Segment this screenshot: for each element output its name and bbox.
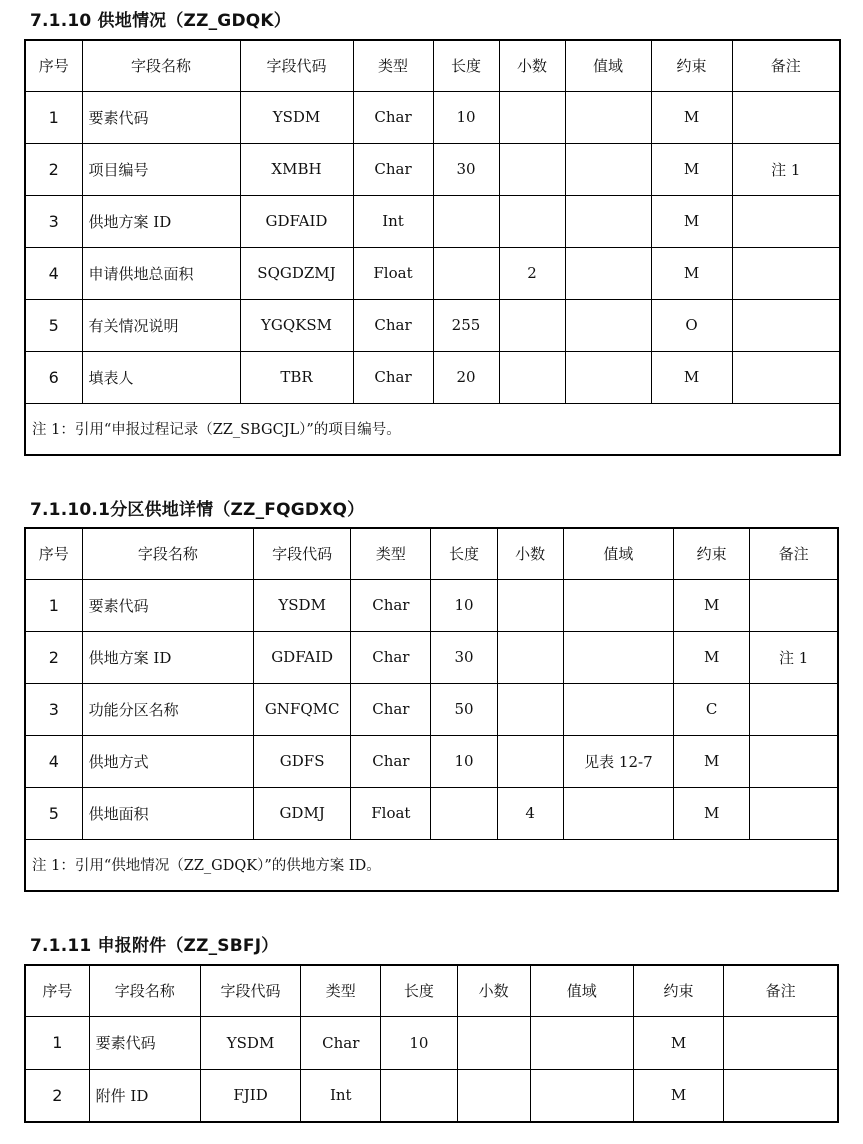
table-cell: M (651, 143, 732, 195)
table-cell (732, 195, 840, 247)
column-header: 约束 (651, 40, 732, 91)
table-cell: M (674, 787, 750, 839)
table-cell (732, 247, 840, 299)
table-cell (499, 91, 565, 143)
section-heading: 7.1.10.1分区供地详情（ZZ_FQGDXQ） (30, 500, 365, 520)
section-heading: 7.1.11 申报附件（ZZ_SBFJ） (30, 936, 279, 956)
table-cell: Char (353, 143, 433, 195)
table-row (25, 247, 840, 299)
field-table (24, 964, 839, 1123)
table-cell: 1 (25, 1016, 89, 1069)
table-cell: M (633, 1069, 723, 1122)
field-table (24, 39, 841, 456)
table-row (25, 1069, 838, 1122)
column-header: 值域 (565, 40, 651, 91)
column-header: 值域 (563, 528, 673, 579)
table-cell: 3 (25, 195, 82, 247)
table-cell (565, 299, 651, 351)
table-cell (732, 351, 840, 403)
table-cell (499, 143, 565, 195)
table-note-row (25, 839, 838, 891)
table-cell: 2 (25, 631, 82, 683)
table-cell: 50 (431, 683, 497, 735)
table-cell: Char (353, 91, 433, 143)
table-cell (530, 1016, 633, 1069)
table-cell: M (674, 579, 750, 631)
table-cell: GDFAID (254, 631, 351, 683)
table-cell: M (674, 735, 750, 787)
table-cell: GDFS (254, 735, 351, 787)
table-cell: 4 (25, 247, 82, 299)
column-header: 约束 (674, 528, 750, 579)
table-cell (565, 91, 651, 143)
table-cell (724, 1069, 838, 1122)
table-row (25, 735, 838, 787)
table-cell: M (674, 631, 750, 683)
table-cell: 注 1 (732, 143, 840, 195)
table-cell: 申请供地总面积 (82, 247, 240, 299)
table-cell: YGQKSM (240, 299, 353, 351)
table-cell: Char (351, 683, 431, 735)
table-cell: Char (351, 735, 431, 787)
table-note: 注 1：引用“供地情况（ZZ_GDQK）”的供地方案 ID。 (25, 839, 838, 891)
table-cell: YSDM (200, 1016, 300, 1069)
table-cell: 要素代码 (82, 91, 240, 143)
column-header: 字段名称 (82, 528, 253, 579)
column-header: 约束 (633, 965, 723, 1016)
table-cell (457, 1016, 530, 1069)
column-header: 值域 (530, 965, 633, 1016)
table-cell: 要素代码 (82, 579, 253, 631)
table-cell: M (651, 195, 732, 247)
table-row (25, 143, 840, 195)
table-row (25, 91, 840, 143)
table-cell: Float (353, 247, 433, 299)
table-cell (497, 579, 563, 631)
table-cell: 20 (433, 351, 499, 403)
table-cell: 255 (433, 299, 499, 351)
table-row (25, 579, 838, 631)
column-header: 长度 (381, 965, 457, 1016)
table-cell: Char (353, 299, 433, 351)
table-cell: M (651, 247, 732, 299)
table-header-row (25, 40, 840, 91)
table-cell (750, 787, 838, 839)
table-cell: GDMJ (254, 787, 351, 839)
table-cell: SQGDZMJ (240, 247, 353, 299)
table-cell (750, 735, 838, 787)
table-cell (750, 579, 838, 631)
column-header: 备注 (724, 965, 838, 1016)
table-cell (565, 247, 651, 299)
field-table (24, 527, 839, 892)
table-cell: GDFAID (240, 195, 353, 247)
table-cell: 2 (25, 143, 82, 195)
column-header: 字段名称 (82, 40, 240, 91)
table-cell: O (651, 299, 732, 351)
column-header: 小数 (499, 40, 565, 91)
table-cell: 1 (25, 91, 82, 143)
column-header: 字段代码 (254, 528, 351, 579)
column-header: 小数 (457, 965, 530, 1016)
table-cell: 2 (499, 247, 565, 299)
table-cell: 4 (497, 787, 563, 839)
table-cell: 5 (25, 299, 82, 351)
table-cell: 供地方案 ID (82, 631, 253, 683)
table-cell (732, 91, 840, 143)
table-cell (565, 351, 651, 403)
table-row (25, 631, 838, 683)
table-cell: M (633, 1016, 723, 1069)
table-cell (431, 787, 497, 839)
table-cell: 10 (431, 735, 497, 787)
table-cell: 见表 12-7 (563, 735, 673, 787)
table-header-row (25, 528, 838, 579)
table-row (25, 683, 838, 735)
table-cell: M (651, 91, 732, 143)
table-cell: 10 (381, 1016, 457, 1069)
table-cell: YSDM (240, 91, 353, 143)
table-cell: 供地方式 (82, 735, 253, 787)
table-cell (732, 299, 840, 351)
table-cell: FJID (200, 1069, 300, 1122)
table-cell (750, 683, 838, 735)
table-cell (565, 195, 651, 247)
table-cell (433, 247, 499, 299)
table-row (25, 195, 840, 247)
table-cell: Char (351, 631, 431, 683)
table-row (25, 299, 840, 351)
table-cell: 10 (433, 91, 499, 143)
table-note: 注 1：引用“申报过程记录（ZZ_SBGCJL）”的项目编号。 (25, 403, 840, 455)
table-cell (497, 683, 563, 735)
table-cell: 有关情况说明 (82, 299, 240, 351)
section-heading: 7.1.10 供地情况（ZZ_GDQK） (30, 11, 291, 31)
column-header: 长度 (431, 528, 497, 579)
column-header: 序号 (25, 528, 82, 579)
table-cell (499, 299, 565, 351)
table-cell: 填表人 (82, 351, 240, 403)
table-cell (565, 143, 651, 195)
table-row (25, 351, 840, 403)
table-cell: Int (353, 195, 433, 247)
table-cell: 供地面积 (82, 787, 253, 839)
column-header: 字段代码 (200, 965, 300, 1016)
table-cell: C (674, 683, 750, 735)
table-cell: 项目编号 (82, 143, 240, 195)
column-header: 备注 (732, 40, 840, 91)
table-note-row (25, 403, 840, 455)
table-header-row (25, 965, 838, 1016)
table-row (25, 1016, 838, 1069)
table-cell: 附件 ID (89, 1069, 200, 1122)
column-header: 类型 (301, 965, 381, 1016)
table-cell: Char (301, 1016, 381, 1069)
table-cell: 功能分区名称 (82, 683, 253, 735)
table-cell: 30 (431, 631, 497, 683)
table-cell: 10 (431, 579, 497, 631)
column-header: 备注 (750, 528, 838, 579)
column-header: 长度 (433, 40, 499, 91)
table-cell (497, 631, 563, 683)
table-cell (457, 1069, 530, 1122)
table-cell (563, 683, 673, 735)
table-cell (497, 735, 563, 787)
table-cell: 3 (25, 683, 82, 735)
table-cell (433, 195, 499, 247)
table-cell (724, 1016, 838, 1069)
column-header: 小数 (497, 528, 563, 579)
table-cell: 4 (25, 735, 82, 787)
table-cell: 6 (25, 351, 82, 403)
column-header: 序号 (25, 965, 89, 1016)
table-cell (381, 1069, 457, 1122)
column-header: 字段代码 (240, 40, 353, 91)
table-cell (530, 1069, 633, 1122)
column-header: 类型 (353, 40, 433, 91)
table-cell: 要素代码 (89, 1016, 200, 1069)
table-cell: 1 (25, 579, 82, 631)
table-cell: Char (353, 351, 433, 403)
table-cell: Char (351, 579, 431, 631)
column-header: 序号 (25, 40, 82, 91)
table-cell: YSDM (254, 579, 351, 631)
table-cell: Int (301, 1069, 381, 1122)
table-cell (499, 195, 565, 247)
table-cell: 30 (433, 143, 499, 195)
table-cell: 2 (25, 1069, 89, 1122)
table-cell: 5 (25, 787, 82, 839)
column-header: 字段名称 (89, 965, 200, 1016)
table-cell (499, 351, 565, 403)
table-cell: M (651, 351, 732, 403)
table-cell: XMBH (240, 143, 353, 195)
table-cell (563, 787, 673, 839)
table-cell: 供地方案 ID (82, 195, 240, 247)
table-cell: 注 1 (750, 631, 838, 683)
table-cell: Float (351, 787, 431, 839)
column-header: 类型 (351, 528, 431, 579)
table-cell (563, 631, 673, 683)
table-row (25, 787, 838, 839)
table-cell: TBR (240, 351, 353, 403)
table-cell: GNFQMC (254, 683, 351, 735)
table-cell (563, 579, 673, 631)
